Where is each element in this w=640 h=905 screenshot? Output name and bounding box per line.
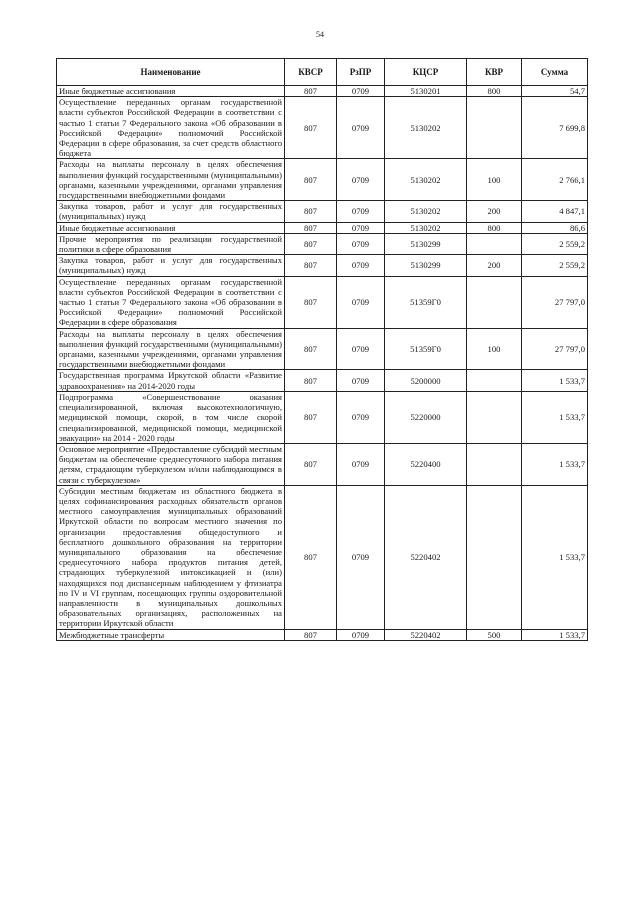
header-name: Наименование [57, 59, 285, 86]
row-kcsr: 51359Г0 [385, 328, 467, 370]
row-kcsr: 5220000 [385, 391, 467, 443]
row-sum: 1 533,7 [522, 391, 588, 443]
row-sum: 1 533,7 [522, 629, 588, 640]
row-kvr [467, 233, 522, 254]
row-rzpr: 0709 [337, 485, 385, 629]
row-kcsr: 51359Г0 [385, 276, 467, 328]
row-kvsr: 807 [285, 328, 337, 370]
row-name: Основное мероприятие «Предоставление субсидий местным бюджетам на обеспечение среднесуточного набора питания детям, страдающим туберкулезом и/или наблюдающимся в связи с туберкулезом» [57, 443, 285, 485]
row-kcsr: 5200000 [385, 370, 467, 391]
row-sum: 27 797,0 [522, 276, 588, 328]
row-rzpr: 0709 [337, 159, 385, 201]
table-row [57, 255, 588, 276]
table-row [57, 201, 588, 222]
row-rzpr: 0709 [337, 328, 385, 370]
row-kcsr: 5130201 [385, 86, 467, 97]
row-rzpr: 0709 [337, 443, 385, 485]
row-kvr: 100 [467, 328, 522, 370]
row-kvsr: 807 [285, 159, 337, 201]
row-rzpr: 0709 [337, 255, 385, 276]
row-name: Иные бюджетные ассигнования [57, 222, 285, 233]
row-kcsr: 5130299 [385, 233, 467, 254]
row-rzpr: 0709 [337, 97, 385, 159]
table-row [57, 629, 588, 640]
row-rzpr: 0709 [337, 391, 385, 443]
header-kvsr: КВСР [285, 59, 337, 86]
row-kvsr: 807 [285, 629, 337, 640]
table-row [57, 443, 588, 485]
row-kcsr: 5130202 [385, 159, 467, 201]
row-name: Расходы на выплаты персоналу в целях обеспечения выполнения функций государственными (муниципальными) органами, казенными учреждениями, органами управления государственными внебюджетными фондами [57, 159, 285, 201]
row-kvsr: 807 [285, 370, 337, 391]
row-kvsr: 807 [285, 233, 337, 254]
row-kvsr: 807 [285, 391, 337, 443]
row-kvsr: 807 [285, 276, 337, 328]
row-kcsr: 5130202 [385, 201, 467, 222]
table-row [57, 485, 588, 629]
row-kvr [467, 391, 522, 443]
row-name: Межбюджетные трансферты [57, 629, 285, 640]
header-row [57, 59, 588, 86]
row-kvr: 100 [467, 159, 522, 201]
header-sum: Сумма [522, 59, 588, 86]
row-sum: 2 559,2 [522, 255, 588, 276]
row-rzpr: 0709 [337, 201, 385, 222]
row-kvr [467, 97, 522, 159]
row-kvsr: 807 [285, 97, 337, 159]
row-kvsr: 807 [285, 485, 337, 629]
row-kvr: 800 [467, 222, 522, 233]
row-name: Закупка товаров, работ и услуг для государственных (муниципальных) нужд [57, 255, 285, 276]
row-name: Субсидии местным бюджетам из областного бюджета в целях софинансирования расходных обязательств органов местного самоуправления муниципальных образований Иркутской области по вопросам местного значения по организации предоставления общедоступного и бесплатного дошкольного образования на территории муниципального образования на обеспечение среднесуточного набора продуктов питания детей, страдающих туберкулезной интоксикацией и (или) находящихся под диспансерным наблюдением у фтизиатра по IV и VI группам, посещающих группы оздоровительной направленности в муниципальных дошкольных образовательных организациях, расположенных на территории Иркутской области [57, 485, 285, 629]
table-row [57, 97, 588, 159]
row-sum: 54,7 [522, 86, 588, 97]
row-sum: 2 766,1 [522, 159, 588, 201]
table-row [57, 276, 588, 328]
row-kvr: 500 [467, 629, 522, 640]
row-kcsr: 5220400 [385, 443, 467, 485]
row-kvr [467, 485, 522, 629]
budget-table [56, 58, 588, 641]
table-row [57, 391, 588, 443]
row-sum: 2 559,2 [522, 233, 588, 254]
table-row [57, 370, 588, 391]
row-sum: 7 699,8 [522, 97, 588, 159]
row-rzpr: 0709 [337, 233, 385, 254]
row-name: Закупка товаров, работ и услуг для государственных (муниципальных) нужд [57, 201, 285, 222]
row-name: Осуществление переданных органам государственной власти субъектов Российской Федерации в соответствии с частью 1 статьи 7 Федерального закона «Об образовании в Российской Федерации» полномочий Российской Федерации в сфере образования [57, 276, 285, 328]
row-kcsr: 5130202 [385, 97, 467, 159]
table-row [57, 222, 588, 233]
row-sum: 27 797,0 [522, 328, 588, 370]
row-rzpr: 0709 [337, 276, 385, 328]
row-kvsr: 807 [285, 222, 337, 233]
row-kvsr: 807 [285, 255, 337, 276]
row-sum: 4 847,1 [522, 201, 588, 222]
row-kvr [467, 276, 522, 328]
row-sum: 1 533,7 [522, 485, 588, 629]
row-sum: 1 533,7 [522, 370, 588, 391]
table-row [57, 86, 588, 97]
row-kvsr: 807 [285, 201, 337, 222]
row-kvsr: 807 [285, 443, 337, 485]
row-kcsr: 5130299 [385, 255, 467, 276]
row-kvsr: 807 [285, 86, 337, 97]
row-rzpr: 0709 [337, 86, 385, 97]
row-name: Расходы на выплаты персоналу в целях обеспечения выполнения функций государственными (муниципальными) органами, казенными учреждениями, органами управления государственными внебюджетными фондами [57, 328, 285, 370]
header-rzpr: РзПР [337, 59, 385, 86]
row-name: Осуществление переданных органам государственной власти субъектов Российской Федерации в соответствии с частью 1 статьи 7 Федерального закона «Об образовании в Российской Федерации» полномочий Российской Федерации в сфере образования, за счет средств областного бюджета [57, 97, 285, 159]
row-sum: 1 533,7 [522, 443, 588, 485]
table-row [57, 233, 588, 254]
row-name: Иные бюджетные ассигнования [57, 86, 285, 97]
table-row [57, 328, 588, 370]
page-number: 54 [316, 30, 324, 39]
row-name: Прочие мероприятия по реализации государственной политики в сфере образования [57, 233, 285, 254]
row-name: Подпрограмма «Совершенствование оказания специализированной, включая высокотехнологичную, медицинской помощи, скорой, в том числе скорой специализированной, медицинской помощи, медицинской эвакуации» на 2014 - 2020 годы [57, 391, 285, 443]
row-kvr: 200 [467, 255, 522, 276]
row-kcsr: 5130202 [385, 222, 467, 233]
row-kvr: 800 [467, 86, 522, 97]
row-sum: 86,6 [522, 222, 588, 233]
header-kcsr: КЦСР [385, 59, 467, 86]
row-rzpr: 0709 [337, 629, 385, 640]
header-kvr: КВР [467, 59, 522, 86]
row-kvr [467, 370, 522, 391]
table-row [57, 159, 588, 201]
row-kcsr: 5220402 [385, 485, 467, 629]
row-rzpr: 0709 [337, 370, 385, 391]
row-kvr: 200 [467, 201, 522, 222]
row-kvr [467, 443, 522, 485]
row-name: Государственная программа Иркутской области «Развитие здравоохранения» на 2014-2020 годы [57, 370, 285, 391]
row-rzpr: 0709 [337, 222, 385, 233]
row-kcsr: 5220402 [385, 629, 467, 640]
